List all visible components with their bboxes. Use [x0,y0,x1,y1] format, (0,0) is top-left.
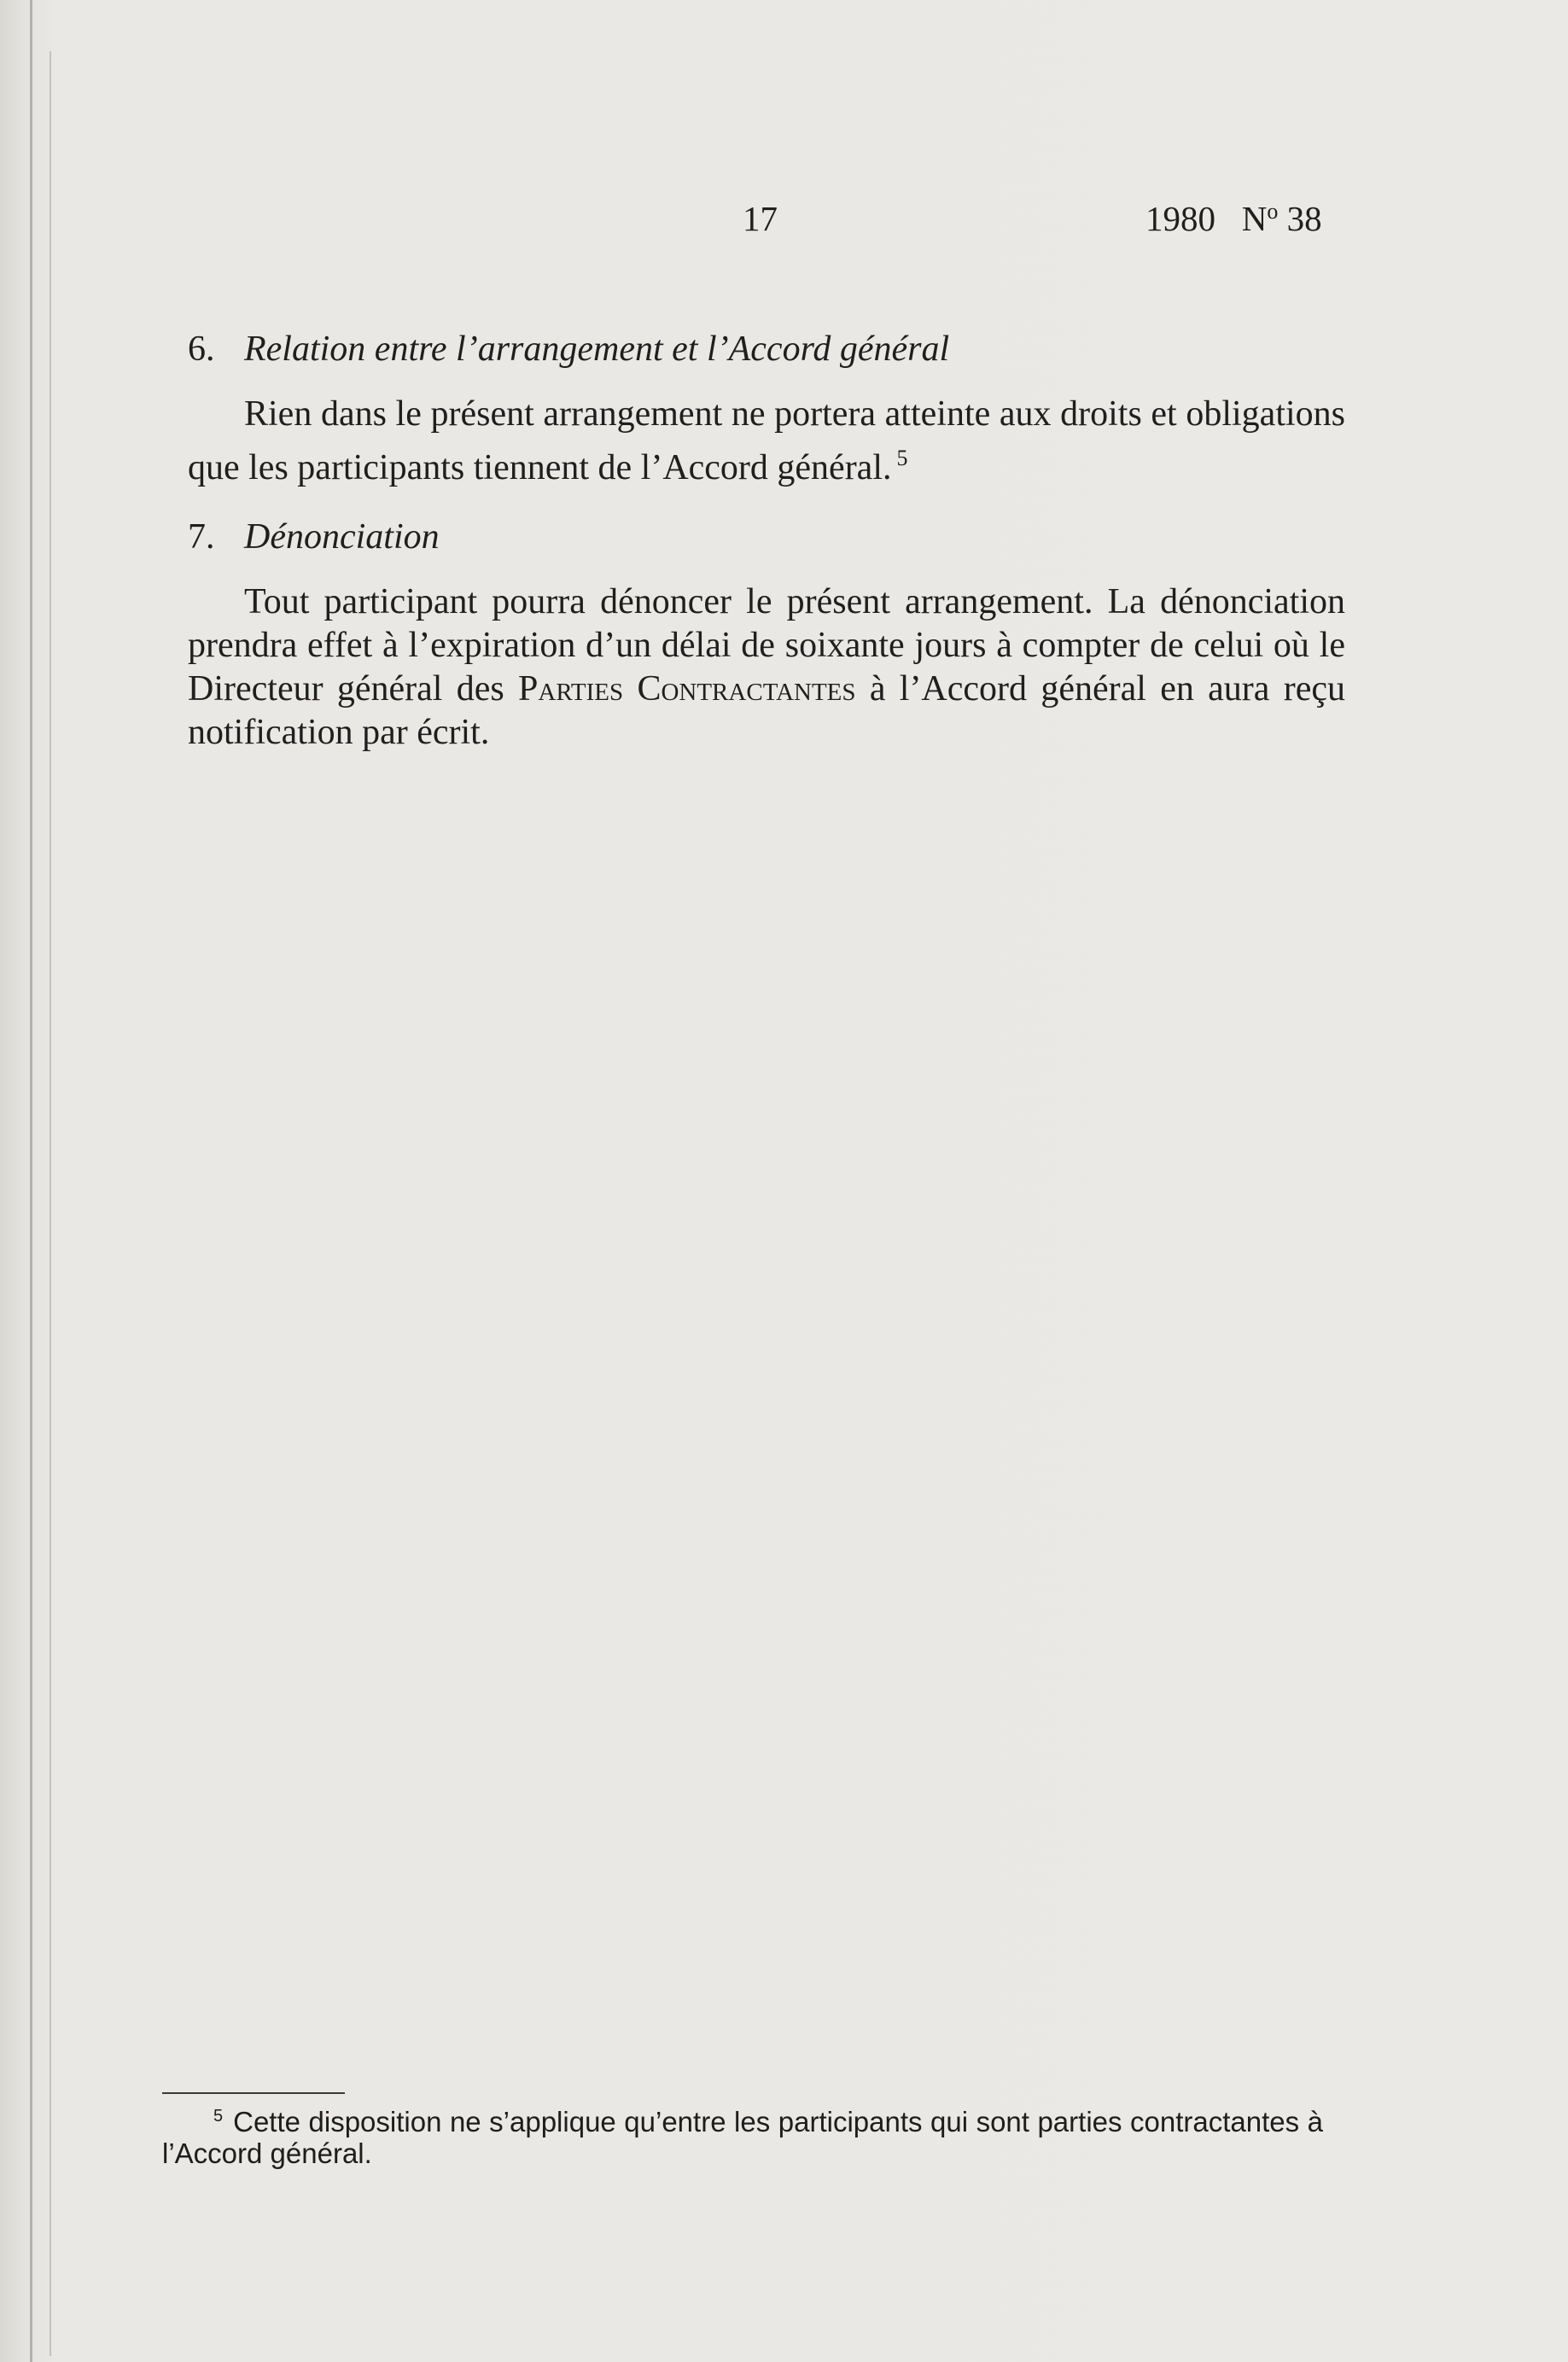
paragraph-text-part2: à l’Accord général en aura reçu notification par écrit. [188,669,1345,752]
section-paragraph [188,580,1345,755]
footnote-divider [162,2092,345,2094]
section-paragraph [188,393,1345,490]
section-heading [188,516,1345,559]
section-title: Dénonciation [244,517,440,557]
section-number: 6. [188,330,215,369]
section-6 [188,328,1345,490]
paragraph-smallcaps: Parties Contractantes [518,669,856,709]
section-heading [188,328,1345,371]
issue-number-value: 38 [1286,199,1322,238]
issue-number [1145,198,1322,239]
binding-edge [30,0,32,2362]
issue-number-prefix: N [1241,199,1268,238]
issue-year: 1980 [1145,199,1215,238]
footnote [162,2101,1323,2169]
paragraph-text: Rien dans le présent arrangement ne portera atteinte aux droits et obligations que les participants tiennent de l’Accord général. [188,394,1345,487]
footnote-text: Cette disposition ne s’applique qu’entre les participants qui sont parties contractantes à l’Accord général. [162,2106,1323,2169]
section-title: Relation entre l’arrangement et l’Accord général [244,330,950,369]
issue-number-sup: o [1267,199,1279,224]
section-number: 7. [188,517,215,557]
footnote-mark: 5 [213,2107,224,2126]
footnote-reference: 5 [896,446,908,470]
paragraph-text-part1: Tout participant pourra dénoncer le présent arrangement. La dénonciation prendra effet à l’expiration d’un délai de soixante jours à compter de celui où le Directeur général des [188,582,1345,709]
page-header [0,198,1568,249]
section-7 [188,516,1345,755]
binding-edge-inner [50,51,51,2356]
page-number: 17 [743,199,778,238]
